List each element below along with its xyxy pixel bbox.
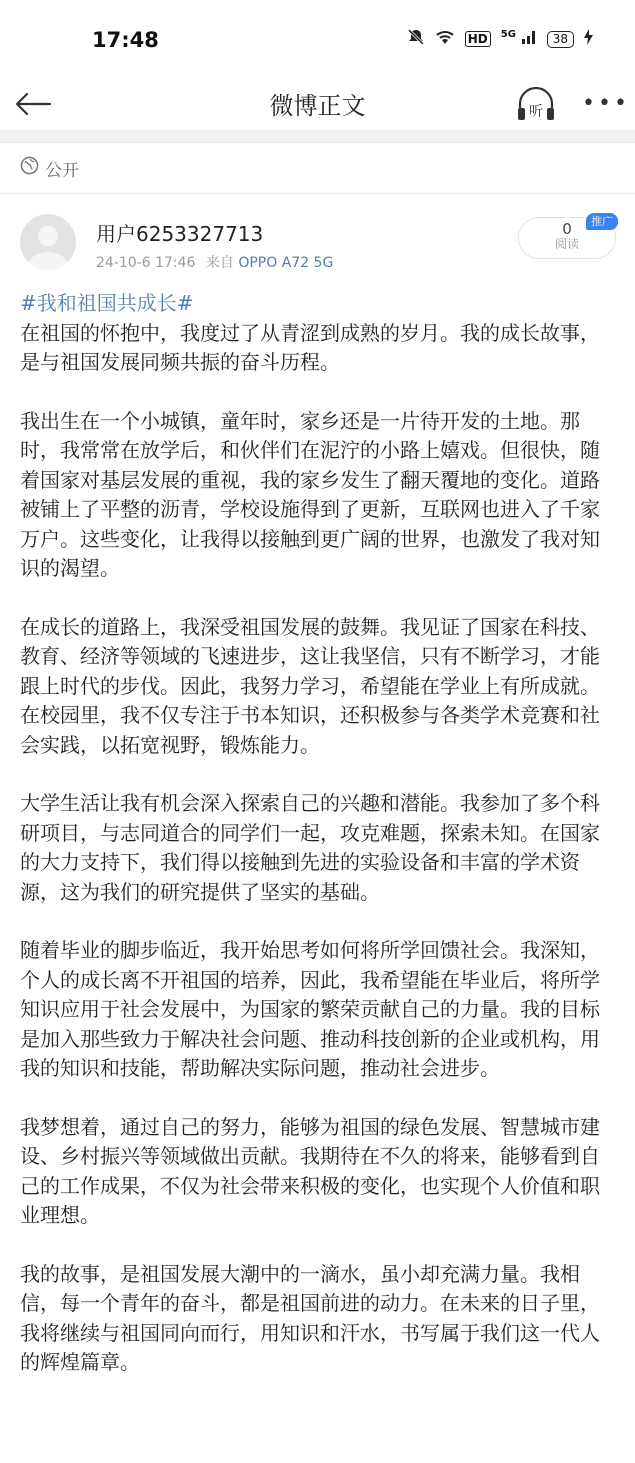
username[interactable]: 用户6253327713 <box>96 222 264 246</box>
visibility-label: 公开 <box>45 160 79 181</box>
post-paragraph: 大学生活让我有机会深入探索自己的兴趣和潜能。我参加了多个科研项目，与志同道合的同学们一起，攻克难题，探索未知。在国家的大力支持下，我们得以接触到先进的实验设备和丰富的学术资源，这为我们的研究提供了坚实的基础。 <box>20 791 600 904</box>
hd-badge: HD <box>465 31 491 47</box>
source-device[interactable]: OPPO A72 5G <box>238 255 334 271</box>
status-time: 17:48 <box>92 28 159 52</box>
listen-button[interactable] <box>514 84 558 124</box>
hashtag-link[interactable]: #我和祖国共成长# <box>20 291 194 315</box>
post-paragraph: 在祖国的怀抱中，我度过了从青涩到成熟的岁月。我的成长故事，是与祖国发展同频共振的奋斗历程。 <box>20 320 600 374</box>
post-meta <box>96 252 333 272</box>
wifi-icon <box>435 29 455 49</box>
read-count: 0 <box>562 220 572 238</box>
source-prefix: 来自 <box>205 255 234 271</box>
post-paragraph: 我的故事，是祖国发展大潮中的一滴水，虽小却充满力量。我相信，每一个青年的奋斗，都是祖国前进的动力。在未来的日子里，我将继续与祖国同向而行，用知识和汗水，书写属于我们这一代人的辉煌篇章。 <box>20 1261 600 1374</box>
status-icons <box>407 28 593 50</box>
post-paragraph: 在成长的道路上，我深受祖国发展的鼓舞。我见证了国家在科技、教育、经济等领域的飞速进步，这让我坚信，只有不断学习，才能跟上时代的步伐。因此，我努力学习，希望能在学业上有所成就。在校园里，我不仅专注于书本知识，还积极参与各类学术竞赛和社会实践，以拓宽视野，锻炼能力。 <box>20 614 600 757</box>
read-label: 阅读 <box>554 237 579 251</box>
post-paragraph: 我出生在一个小城镇，童年时，家乡还是一片待开发的土地。那时，我常常在放学后，和伙伴们在泥泞的小路上嬉戏。但很快，随着国家对基层发展的重视，我的家乡发生了翻天覆地的变化。道路被铺上了平整的沥青，学校设施得到了更新，互联网也进入了千家万户。这些变化，让我得以接触到更广阔的世界，也激发了我对知识的渴望。 <box>20 408 600 580</box>
visibility-row <box>0 143 635 194</box>
post-body <box>0 289 635 1378</box>
charging-icon <box>584 29 593 49</box>
promo-tag[interactable]: 推广 <box>586 213 618 230</box>
battery-icon: 38 <box>547 31 574 48</box>
divider-strip <box>0 130 635 143</box>
nav-bar <box>0 80 635 128</box>
svg-text:听: 听 <box>529 104 543 120</box>
post-paragraph: 随着毕业的脚步临近，我开始思考如何将所学回馈社会。我深知，个人的成长离不开祖国的培养，因此，我希望能在毕业后，将所学知识应用于社会发展中，为国家的繁荣贡献自己的力量。我的目标是加入那些致力于解决社会问题、推动科技创新的企业或机构，用我的知识和技能，帮助解决实际问题，推动社会进步。 <box>20 938 600 1080</box>
page-title: 微博正文 <box>269 92 366 120</box>
signal-icon: 5G <box>501 29 537 49</box>
headphones-icon <box>514 84 558 124</box>
post-header <box>0 194 635 289</box>
more-dots-icon: ••• <box>582 91 630 116</box>
globe-icon <box>20 156 39 180</box>
status-bar <box>0 0 635 80</box>
mute-bell-icon <box>407 28 425 50</box>
post-timestamp: 24-10-6 17:46 <box>96 255 196 271</box>
more-button[interactable] <box>582 91 630 116</box>
post-paragraph: 我梦想着，通过自己的努力，能够为祖国的绿色发展、智慧城市建设、乡村振兴等领域做出贡献。我期待在不久的将来，能够看到自己的工作成果，不仅为社会带来积极的变化，也实现个人价值和职业理想。 <box>20 1114 600 1227</box>
avatar[interactable] <box>20 214 76 270</box>
